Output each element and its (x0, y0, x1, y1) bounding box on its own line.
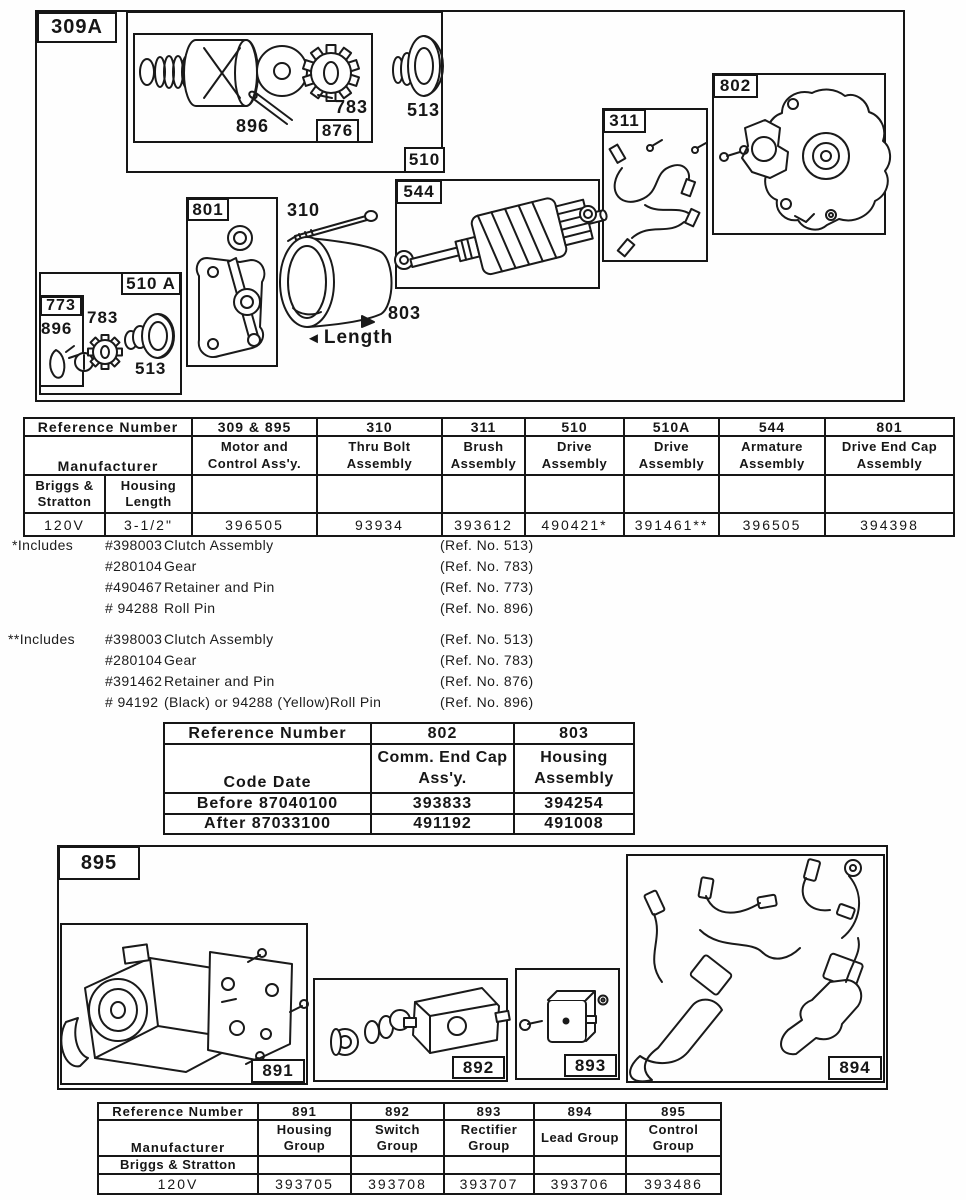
part-number-891: 393705 (258, 1174, 351, 1194)
housing-group-drawing (61, 944, 308, 1072)
footnote-part-desc: Retainer and Pin (164, 673, 275, 689)
part-label-513: 513 (407, 100, 441, 120)
parts-drawing-top (0, 0, 966, 412)
brand-cell: Briggs & Stratton (98, 1156, 258, 1174)
callout-544: 544 (396, 180, 442, 204)
part-number-801: 394398 (825, 513, 954, 536)
part-label-783b: 783 (87, 308, 119, 327)
part-number-510: 490421* (525, 513, 624, 536)
footnote-part-number: #280104 (105, 652, 163, 668)
group-name-control: Control Group (626, 1120, 721, 1156)
part-number-803-after: 491008 (514, 814, 634, 834)
col-header-309-895: 309 & 895 (192, 418, 317, 436)
empty-cell (534, 1156, 626, 1174)
assembly-name-thru-bolt: Thru Bolt Assembly (317, 436, 442, 475)
group-name-switch: Switch Group (351, 1120, 444, 1156)
empty-cell (525, 475, 624, 513)
part-label-513b: 513 (135, 359, 167, 378)
col-header-892: 892 (351, 1103, 444, 1120)
empty-cell (442, 475, 525, 513)
col-header-894: 894 (534, 1103, 626, 1120)
group-name-housing: Housing Group (258, 1120, 351, 1156)
callout-894: 894 (828, 1056, 882, 1080)
col-header-801: 801 (825, 418, 954, 436)
footnote-line (12, 579, 632, 600)
callout-510a: 510 A (121, 272, 181, 295)
footnote-part-number: #490467 (105, 579, 163, 595)
code-date-before: Before 87040100 (164, 793, 371, 814)
empty-cell (351, 1156, 444, 1174)
col-header-510: 510 (525, 418, 624, 436)
footnote-line (8, 673, 648, 694)
callout-892: 892 (452, 1056, 505, 1079)
assembly-name-drive-a: Drive Assembly (624, 436, 719, 475)
length-text: Length (323, 327, 394, 348)
assembly-name-drive-end-cap: Drive End Cap Assembly (825, 436, 954, 475)
part-number-893: 393707 (444, 1174, 534, 1194)
code-date-header: Code Date (164, 744, 371, 793)
footnote-prefix: **Includes (8, 631, 76, 647)
group-name-lead: Lead Group (534, 1120, 626, 1156)
callout-311: 311 (603, 109, 646, 133)
footnote-ref: (Ref. No. 513) (440, 537, 534, 553)
part-number-803-before: 394254 (514, 793, 634, 814)
housing-length-header: Housing Length (105, 475, 192, 513)
manufacturer-header: Manufacturer (24, 436, 192, 475)
assembly-name-drive: Drive Assembly (525, 436, 624, 475)
part-number-309-895: 396505 (192, 513, 317, 536)
footnote-part-desc: Gear (164, 652, 197, 668)
empty-cell (444, 1156, 534, 1174)
part-number-310: 93934 (317, 513, 442, 536)
footnote-ref: (Ref. No. 896) (440, 694, 534, 710)
brand-cell: Briggs & Stratton (24, 475, 105, 513)
footnote-part-number: # 94288 (105, 600, 159, 616)
drive-end-cap-drawing (197, 226, 265, 357)
col-header-891: 891 (258, 1103, 351, 1120)
col-header-510a: 510A (624, 418, 719, 436)
footnote-line (12, 537, 632, 558)
code-date-after: After 87033100 (164, 814, 371, 834)
part-number-510a: 391461** (624, 513, 719, 536)
rectifier-group-drawing (520, 991, 608, 1042)
housing-drawing (280, 237, 392, 327)
lead-group-drawing (630, 859, 863, 1082)
part-number-895: 393486 (626, 1174, 721, 1194)
col-header-544: 544 (719, 418, 825, 436)
empty-cell (719, 475, 825, 513)
footnote-part-desc: Clutch Assembly (164, 537, 274, 553)
part-number-544: 396505 (719, 513, 825, 536)
drive-assembly-drawing (140, 40, 359, 124)
assembly-name-brush: Brush Assembly (442, 436, 525, 475)
footnote-part-desc: (Black) or 94288 (Yellow)Roll Pin (164, 694, 382, 710)
clutch-513-drawing (393, 36, 443, 96)
footnote-part-desc: Roll Pin (164, 600, 216, 616)
footnote-part-number: # 94192 (105, 694, 159, 710)
col-header-802: 802 (371, 723, 514, 744)
manufacturer-header: Manufacturer (98, 1120, 258, 1156)
assembly-name-motor: Motor and Control Ass'y. (192, 436, 317, 475)
part-label-783: 783 (335, 97, 369, 117)
footnote-ref: (Ref. No. 773) (440, 579, 534, 595)
empty-cell (626, 1156, 721, 1174)
footnote-line (8, 694, 648, 715)
empty-cell (825, 475, 954, 513)
callout-895: 895 (58, 846, 140, 880)
switch-group-drawing (331, 988, 510, 1055)
footnote-single-star (12, 537, 632, 621)
empty-cell (624, 475, 719, 513)
length-arrow-icon: ◄ (306, 330, 322, 347)
part-number-802-before: 393833 (371, 793, 514, 814)
starter-parts-table (23, 417, 955, 537)
footnote-ref: (Ref. No. 896) (440, 600, 534, 616)
col-header-895: 895 (626, 1103, 721, 1120)
footnote-ref: (Ref. No. 783) (440, 558, 534, 574)
footnote-double-star (8, 631, 648, 715)
callout-802: 802 (713, 74, 758, 98)
brush-assembly-drawing (610, 140, 706, 256)
col-header-310: 310 (317, 418, 442, 436)
col-header-311: 311 (442, 418, 525, 436)
footnote-part-desc: Retainer and Pin (164, 579, 275, 595)
control-groups-table (97, 1102, 722, 1195)
voltage-cell: 120V (24, 513, 105, 536)
callout-309a: 309A (37, 12, 117, 43)
callout-876: 876 (316, 119, 359, 143)
footnote-part-number: #391462 (105, 673, 163, 689)
footnote-line (8, 652, 648, 673)
ref-number-header: Reference Number (24, 418, 192, 436)
footnote-prefix: *Includes (12, 537, 74, 553)
empty-cell (258, 1156, 351, 1174)
code-date-table (163, 722, 635, 835)
assembly-name-armature: Armature Assembly (719, 436, 825, 475)
group-name-rectifier: Rectifier Group (444, 1120, 534, 1156)
col-header-803: 803 (514, 723, 634, 744)
part-number-311: 393612 (442, 513, 525, 536)
part-label-896b: 896 (41, 319, 73, 338)
housing-length-value: 3-1/2" (105, 513, 192, 536)
callout-891: 891 (251, 1059, 305, 1083)
part-number-802-after: 491192 (371, 814, 514, 834)
pinion-gear-drawing (303, 45, 359, 101)
footnote-line (12, 600, 632, 621)
footnote-line (12, 558, 632, 579)
footnote-ref: (Ref. No. 783) (440, 652, 534, 668)
end-cap-drawing (720, 90, 890, 230)
part-label-length (306, 327, 393, 349)
callout-801: 801 (187, 198, 229, 221)
part-number-892: 393708 (351, 1174, 444, 1194)
footnote-part-number: #398003 (105, 537, 163, 553)
voltage-cell: 120V (98, 1174, 258, 1194)
part-label-310: 310 (287, 200, 321, 220)
ref-number-header: Reference Number (98, 1103, 258, 1120)
col-header-893: 893 (444, 1103, 534, 1120)
empty-cell (317, 475, 442, 513)
footnote-line (8, 631, 648, 652)
part-label-896: 896 (236, 116, 270, 136)
empty-cell (192, 475, 317, 513)
footnote-part-number: #398003 (105, 631, 163, 647)
footnote-ref: (Ref. No. 876) (440, 673, 534, 689)
callout-893: 893 (564, 1054, 617, 1077)
part-number-894: 393706 (534, 1174, 626, 1194)
callout-773: 773 (40, 296, 82, 316)
ref-number-header: Reference Number (164, 723, 371, 744)
assembly-name-housing: Housing Assembly (514, 744, 634, 793)
callout-510: 510 (404, 147, 445, 173)
footnote-part-desc: Gear (164, 558, 197, 574)
footnote-part-desc: Clutch Assembly (164, 631, 274, 647)
part-label-803: 803 (388, 303, 422, 323)
assembly-name-comm-end-cap: Comm. End Cap Ass'y. (371, 744, 514, 793)
footnote-ref: (Ref. No. 513) (440, 631, 534, 647)
footnote-part-number: #280104 (105, 558, 163, 574)
